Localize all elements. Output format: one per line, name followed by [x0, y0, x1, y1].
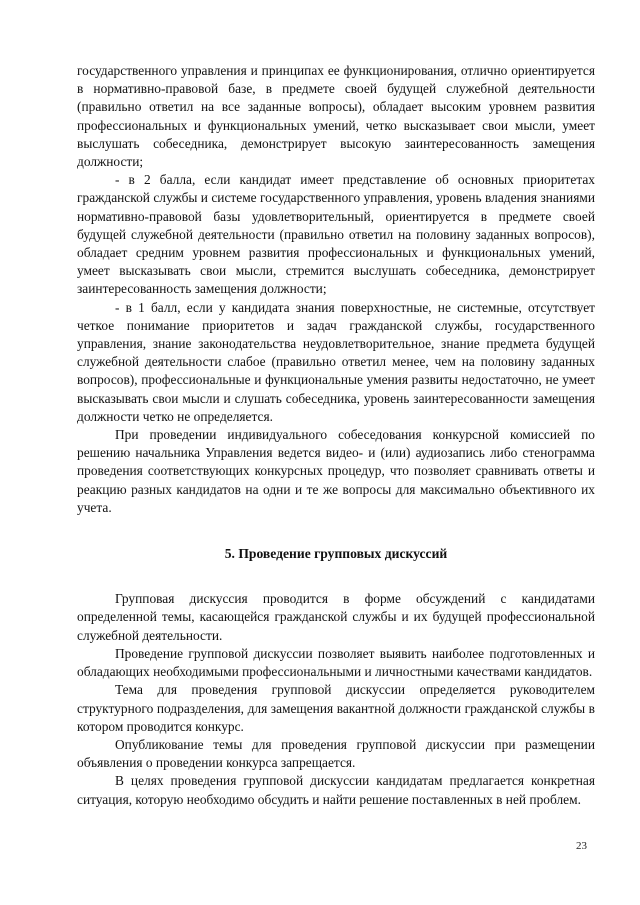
paragraph-topic-definition: Тема для проведения групповой дискуссии определяется руководителем структурного подразделения, для замещения вакантной должности гражданской службы в котором проводится конкурс.: [77, 682, 595, 734]
paragraph-group-discussion-form: Групповая дискуссия проводится в форме обсуждений с кандидатами определенной темы, касающейся гражданской службы и их будущей профессиональной служебной деятельности.: [77, 591, 595, 643]
document-page: [77, 62, 595, 809]
section-heading: 5. Проведение групповых дискуссий: [224, 546, 448, 562]
paragraph-situation: В целях проведения групповой дискуссии кандидатам предлагается конкретная ситуация, которую необходимо обсудить и найти решение поставленных в ней проблем.: [77, 773, 595, 807]
paragraph-score-1: - в 1 балл, если у кандидата знания поверхностные, не системные, отсутствует четкое понимание приоритетов и задач гражданской службы, государственного управления, знание законодательства неудовлетворительное, знание предмета будущей служебной деятельности слабое (правильно ответил менее, чем на половину заданных вопросов), профессиональные и функциональные умения развиты недостаточно, не умеет высказывать свои мысли и слушать собеседника, уровень заинтересованности замещения должности четко не определяется.: [77, 299, 595, 424]
page-number: 23: [576, 840, 587, 852]
paragraph-topic-publication: Опубликование темы для проведения групповой дискуссии при размещении объявления о проведении конкурса запрещается.: [77, 736, 595, 771]
paragraph-recording: При проведении индивидуального собеседования конкурсной комиссией по решению начальника Управления ведется видео- и (или) аудиозапись либо стенограмма проведения соответствующих конкурсных процедур, что позволяет сравнивать ответы и реакцию разных кандидатов на одни и те же вопросы для максимально объективного их учета.: [77, 427, 595, 515]
paragraph-group-discussion-purpose: Проведение групповой дискуссии позволяет выявить наиболее подготовленных и обладающих необходимыми профессиональными и личностными качествами кандидатов.: [77, 645, 595, 680]
paragraph-continuation: государственного управления и принципах ее функционирования, отлично ориентируется в нормативно-правовой базе, в предмете своей будущей служебной деятельности (правильно ответил на все заданные вопросы), обладает высоким уровнем развития профессиональных и функциональных умений, четко высказывает свои мысли, умеет выслушать собеседника, демонстрирует высокую заинтересованность замещения должности;: [77, 63, 595, 170]
paragraph-score-2: - в 2 балла, если кандидат имеет представление об основных приоритетах гражданской службы и системе государственного управления, уровень владения знаниями нормативно-правовой базы удовлетворительный, ориентируется в предмете своей будущей служебной деятельности (правильно ответил на половину заданных вопросов), обладает средним уровнем развития профессиональных и функциональных умений, умеет высказывать свои мысли, стремится выслушать собеседника, демонстрирует заинтересованность замещения должности;: [77, 172, 595, 297]
